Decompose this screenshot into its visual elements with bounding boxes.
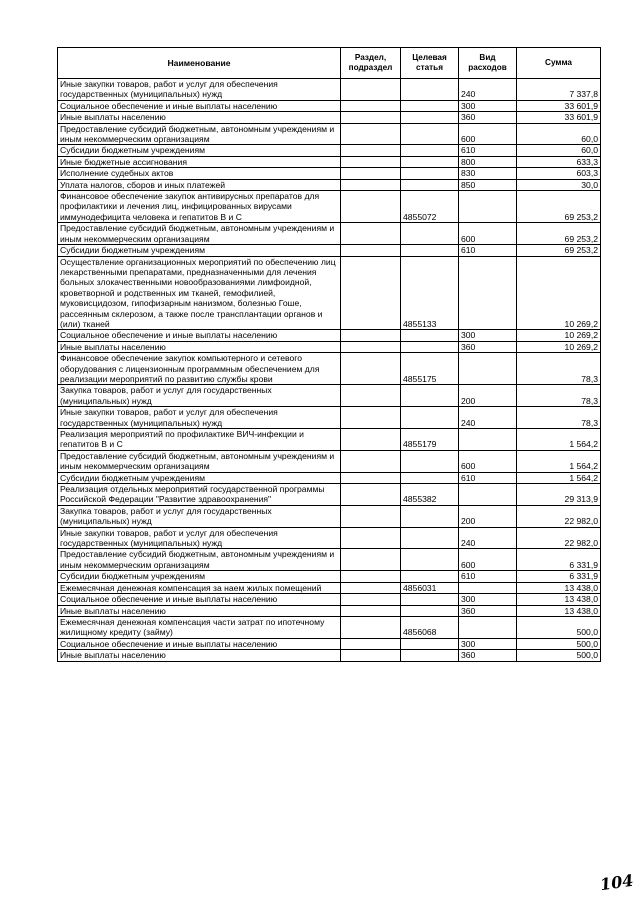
cell-name: Социальное обеспечение и иные выплаты населению	[58, 100, 341, 111]
cell-statya	[401, 527, 459, 549]
cell-summa: 500,0	[517, 638, 601, 649]
cell-statya	[401, 341, 459, 352]
cell-vid: 850	[459, 179, 517, 190]
cell-statya: 4856031	[401, 582, 459, 593]
table-row	[58, 472, 601, 483]
cell-razdel	[341, 112, 401, 123]
cell-vid: 200	[459, 385, 517, 407]
cell-statya	[401, 571, 459, 582]
cell-razdel	[341, 245, 401, 256]
cell-vid: 610	[459, 472, 517, 483]
table-row	[58, 353, 601, 385]
cell-summa: 13 438,0	[517, 605, 601, 616]
table-row	[58, 429, 601, 451]
cell-vid	[459, 616, 517, 638]
table-row	[58, 179, 601, 190]
cell-name: Иные закупки товаров, работ и услуг для обеспечения государственных (муниципальных) нужд	[58, 407, 341, 429]
cell-razdel	[341, 353, 401, 385]
table-body	[58, 79, 601, 662]
cell-statya	[401, 123, 459, 145]
cell-summa: 78,3	[517, 385, 601, 407]
cell-summa: 10 269,2	[517, 330, 601, 341]
cell-summa: 30,0	[517, 179, 601, 190]
cell-razdel	[341, 407, 401, 429]
cell-vid: 240	[459, 79, 517, 101]
table-row	[58, 407, 601, 429]
table-row	[58, 79, 601, 101]
cell-vid	[459, 582, 517, 593]
cell-statya	[401, 549, 459, 571]
cell-razdel	[341, 191, 401, 223]
cell-razdel	[341, 527, 401, 549]
cell-vid: 360	[459, 341, 517, 352]
header-statya: Целевая статья	[401, 48, 459, 79]
cell-statya	[401, 145, 459, 156]
cell-razdel	[341, 223, 401, 245]
cell-summa: 633,3	[517, 156, 601, 167]
cell-razdel	[341, 605, 401, 616]
table-row	[58, 145, 601, 156]
cell-statya	[401, 168, 459, 179]
cell-name: Осуществление организационных мероприятий по обеспечению лиц лекарственными препаратами, предназначенными для лечения больных злокачественными новообразованиями лимфоидной, кроветворной и родственных им тканей, гемофилией, муковисцидозом, гипофизарным нанизмом, болезнью Гоше, рассеянным склерозом, а также после трансплантации органов и (или) тканей	[58, 256, 341, 330]
cell-vid: 360	[459, 650, 517, 661]
cell-razdel	[341, 256, 401, 330]
cell-razdel	[341, 549, 401, 571]
table-row	[58, 616, 601, 638]
cell-name: Социальное обеспечение и иные выплаты населению	[58, 594, 341, 605]
cell-vid: 830	[459, 168, 517, 179]
cell-razdel	[341, 168, 401, 179]
cell-name: Исполнение судебных актов	[58, 168, 341, 179]
cell-vid: 610	[459, 145, 517, 156]
table-row	[58, 191, 601, 223]
cell-vid: 600	[459, 549, 517, 571]
header-razdel: Раздел, подраздел	[341, 48, 401, 79]
cell-vid	[459, 191, 517, 223]
cell-name: Иные закупки товаров, работ и услуг для обеспечения государственных (муниципальных) нужд	[58, 79, 341, 101]
cell-summa: 13 438,0	[517, 594, 601, 605]
cell-vid	[459, 429, 517, 451]
table-row	[58, 256, 601, 330]
cell-statya: 4856068	[401, 616, 459, 638]
cell-name: Иные бюджетные ассигнования	[58, 156, 341, 167]
header-vid: Вид расходов	[459, 48, 517, 79]
cell-statya: 4855382	[401, 484, 459, 506]
table-row	[58, 571, 601, 582]
cell-vid: 800	[459, 156, 517, 167]
budget-table	[57, 47, 601, 662]
cell-summa: 60,0	[517, 145, 601, 156]
cell-statya	[401, 450, 459, 472]
cell-razdel	[341, 594, 401, 605]
table-row	[58, 385, 601, 407]
cell-razdel	[341, 472, 401, 483]
cell-name: Иные выплаты населению	[58, 650, 341, 661]
cell-name: Предоставление субсидий бюджетным, автономным учреждениям и иным некоммерческим организациям	[58, 549, 341, 571]
cell-statya	[401, 112, 459, 123]
cell-razdel	[341, 616, 401, 638]
cell-razdel	[341, 145, 401, 156]
cell-razdel	[341, 79, 401, 101]
cell-name: Иные выплаты населению	[58, 341, 341, 352]
cell-name: Финансовое обеспечение закупок компьютерного и сетевого оборудования с лицензионным программным обеспечением для реализации мероприятий по развитию службы крови	[58, 353, 341, 385]
cell-statya	[401, 100, 459, 111]
cell-name: Предоставление субсидий бюджетным, автономным учреждениям и иным некоммерческим организациям	[58, 223, 341, 245]
cell-summa: 69 253,2	[517, 245, 601, 256]
cell-name: Субсидии бюджетным учреждениям	[58, 145, 341, 156]
cell-statya	[401, 330, 459, 341]
cell-name: Субсидии бюджетным учреждениям	[58, 571, 341, 582]
cell-vid: 240	[459, 527, 517, 549]
cell-name: Субсидии бюджетным учреждениям	[58, 472, 341, 483]
cell-name: Закупка товаров, работ и услуг для государственных (муниципальных) нужд	[58, 385, 341, 407]
cell-summa: 69 253,2	[517, 223, 601, 245]
cell-name: Реализация отдельных мероприятий государственной программы Российской Федерации "Развитие здравоохранения"	[58, 484, 341, 506]
cell-summa: 22 982,0	[517, 505, 601, 527]
cell-summa: 78,3	[517, 407, 601, 429]
cell-vid	[459, 256, 517, 330]
cell-statya	[401, 594, 459, 605]
cell-vid: 610	[459, 571, 517, 582]
cell-vid: 600	[459, 123, 517, 145]
table-row	[58, 223, 601, 245]
table-row	[58, 582, 601, 593]
cell-statya	[401, 385, 459, 407]
cell-summa: 22 982,0	[517, 527, 601, 549]
cell-summa: 69 253,2	[517, 191, 601, 223]
table-row	[58, 527, 601, 549]
table-row	[58, 168, 601, 179]
cell-razdel	[341, 650, 401, 661]
cell-summa: 6 331,9	[517, 549, 601, 571]
cell-statya: 4855072	[401, 191, 459, 223]
table-row	[58, 650, 601, 661]
cell-summa: 7 337,8	[517, 79, 601, 101]
cell-name: Ежемесячная денежная компенсация за наем жилых помещений	[58, 582, 341, 593]
table-row	[58, 330, 601, 341]
cell-statya: 4855179	[401, 429, 459, 451]
cell-name: Закупка товаров, работ и услуг для государственных (муниципальных) нужд	[58, 505, 341, 527]
cell-vid: 200	[459, 505, 517, 527]
header-name: Наименование	[58, 48, 341, 79]
cell-statya	[401, 407, 459, 429]
cell-razdel	[341, 385, 401, 407]
table-row	[58, 123, 601, 145]
cell-summa: 603,3	[517, 168, 601, 179]
cell-name: Субсидии бюджетным учреждениям	[58, 245, 341, 256]
header-row	[58, 48, 601, 79]
table-row	[58, 505, 601, 527]
cell-statya	[401, 79, 459, 101]
cell-razdel	[341, 505, 401, 527]
cell-name: Предоставление субсидий бюджетным, автономным учреждениям и иным некоммерческим организациям	[58, 450, 341, 472]
cell-name: Финансовое обеспечение закупок антивирусных препаратов для профилактики и лечения лиц, инфицированных вирусами иммунодефицита человека и гепатитов В и С	[58, 191, 341, 223]
cell-vid	[459, 353, 517, 385]
cell-razdel	[341, 582, 401, 593]
cell-vid: 600	[459, 223, 517, 245]
cell-razdel	[341, 123, 401, 145]
cell-vid: 300	[459, 100, 517, 111]
cell-name: Реализация мероприятий по профилактике ВИЧ-инфекции и гепатитов В и С	[58, 429, 341, 451]
cell-vid: 300	[459, 330, 517, 341]
table-row	[58, 156, 601, 167]
cell-razdel	[341, 450, 401, 472]
page-number: 104	[598, 870, 635, 895]
cell-summa: 1 564,2	[517, 472, 601, 483]
cell-statya	[401, 223, 459, 245]
cell-statya	[401, 650, 459, 661]
cell-razdel	[341, 484, 401, 506]
table-row	[58, 549, 601, 571]
table-row	[58, 100, 601, 111]
cell-summa: 60,0	[517, 123, 601, 145]
cell-vid: 360	[459, 605, 517, 616]
cell-razdel	[341, 571, 401, 582]
table-row	[58, 341, 601, 352]
cell-name: Иные выплаты населению	[58, 605, 341, 616]
cell-razdel	[341, 341, 401, 352]
cell-summa: 6 331,9	[517, 571, 601, 582]
cell-statya	[401, 245, 459, 256]
cell-summa: 33 601,9	[517, 100, 601, 111]
cell-name: Социальное обеспечение и иные выплаты населению	[58, 330, 341, 341]
table-row	[58, 112, 601, 123]
cell-summa: 29 313,9	[517, 484, 601, 506]
cell-vid: 610	[459, 245, 517, 256]
cell-summa: 1 564,2	[517, 450, 601, 472]
cell-razdel	[341, 429, 401, 451]
cell-razdel	[341, 179, 401, 190]
cell-statya	[401, 605, 459, 616]
cell-statya	[401, 179, 459, 190]
cell-name: Предоставление субсидий бюджетным, автономным учреждениям и иным некоммерческим организациям	[58, 123, 341, 145]
table-row	[58, 638, 601, 649]
cell-name: Иные выплаты населению	[58, 112, 341, 123]
cell-vid: 600	[459, 450, 517, 472]
table-row	[58, 484, 601, 506]
table-row	[58, 450, 601, 472]
cell-summa: 500,0	[517, 616, 601, 638]
cell-statya: 4855175	[401, 353, 459, 385]
cell-statya	[401, 505, 459, 527]
cell-razdel	[341, 156, 401, 167]
cell-razdel	[341, 330, 401, 341]
cell-razdel	[341, 100, 401, 111]
cell-statya	[401, 472, 459, 483]
cell-vid: 240	[459, 407, 517, 429]
cell-name: Уплата налогов, сборов и иных платежей	[58, 179, 341, 190]
cell-vid	[459, 484, 517, 506]
cell-summa: 1 564,2	[517, 429, 601, 451]
cell-summa: 13 438,0	[517, 582, 601, 593]
cell-summa: 10 269,2	[517, 256, 601, 330]
cell-vid: 360	[459, 112, 517, 123]
table-row	[58, 594, 601, 605]
cell-name: Социальное обеспечение и иные выплаты населению	[58, 638, 341, 649]
cell-statya	[401, 156, 459, 167]
cell-summa: 78,3	[517, 353, 601, 385]
cell-summa: 10 269,2	[517, 341, 601, 352]
cell-razdel	[341, 638, 401, 649]
cell-summa: 500,0	[517, 650, 601, 661]
table-row	[58, 605, 601, 616]
cell-statya	[401, 638, 459, 649]
cell-name: Иные закупки товаров, работ и услуг для обеспечения государственных (муниципальных) нужд	[58, 527, 341, 549]
cell-statya: 4855133	[401, 256, 459, 330]
header-summa: Сумма	[517, 48, 601, 79]
cell-name: Ежемесячная денежная компенсация части затрат по ипотечному жилищному кредиту (займу)	[58, 616, 341, 638]
table-row	[58, 245, 601, 256]
cell-vid: 300	[459, 594, 517, 605]
cell-vid: 300	[459, 638, 517, 649]
cell-summa: 33 601,9	[517, 112, 601, 123]
